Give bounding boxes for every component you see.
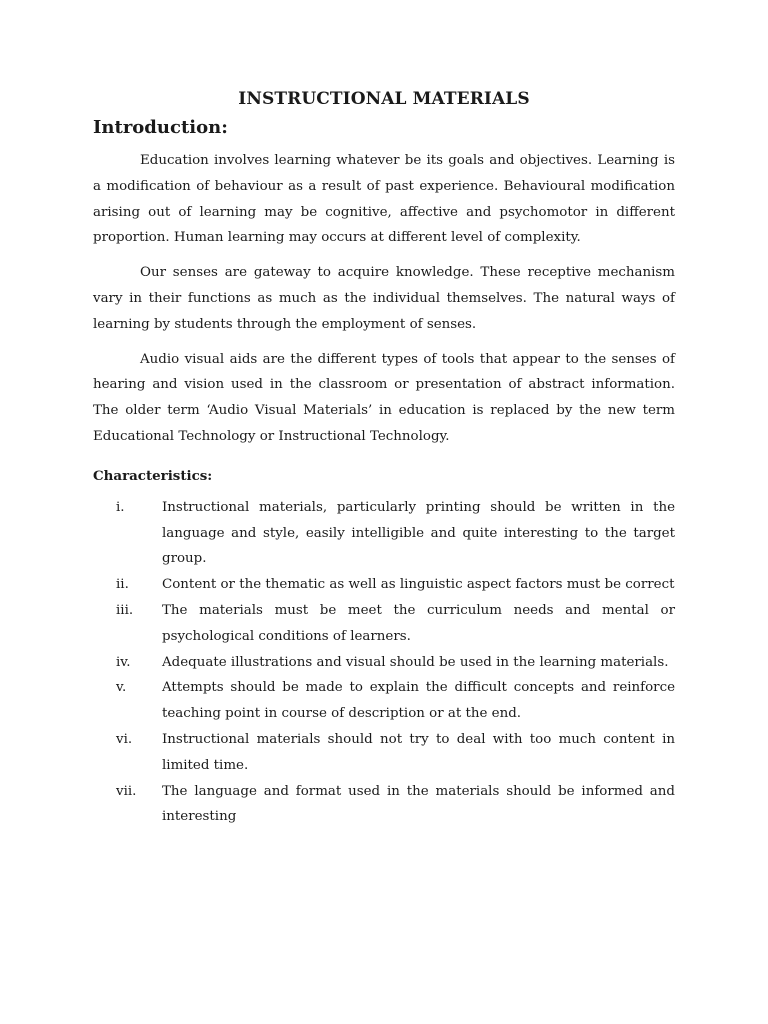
list-item-number: ii.: [116, 577, 129, 593]
list-item-text: Instructional materials should not try to deal with too much content in limited time.: [162, 731, 675, 773]
intro-paragraph-2: Our senses are gateway to acquire knowledge. These receptive mechanism vary in their functions as much as the individual themselves. The natural ways of learning by students through the employment of senses.: [93, 265, 675, 332]
list-item-number: iv.: [116, 654, 131, 670]
characteristics-heading: Characteristics:: [93, 467, 213, 484]
list-item-text: The materials must be meet the curriculum needs and mental or psychological conditions of learners.: [162, 602, 675, 644]
list-item-text: Content or the thematic as well as linguistic aspect factors must be correct: [162, 577, 675, 593]
list-item-number: v.: [116, 680, 127, 696]
intro-paragraph-3: Audio visual aids are the different types of tools that appear to the senses of hearing and vision used in the classroom or presentation of abstract information. The older term ‘Audio Visual Materials’ in education is replaced by the new term Educational Technology or Instructional Technology.: [93, 351, 675, 444]
list-item-text: The language and format used in the materials should be informed and interesting: [162, 783, 675, 825]
list-item: [93, 675, 675, 727]
list-item-number: iii.: [116, 602, 134, 618]
document-title: INSTRUCTIONAL MATERIALS: [238, 89, 530, 109]
list-item: [93, 727, 675, 779]
list-item-number: i.: [116, 499, 125, 515]
list-item-number: vi.: [116, 731, 133, 747]
list-item: [93, 598, 675, 650]
introduction-heading: Introduction:: [93, 117, 228, 138]
list-item-number: vii.: [116, 783, 137, 799]
list-item: [93, 650, 675, 676]
list-item-text: Instructional materials, particularly printing should be written in the language and style, easily intelligible and quite interesting to the target group.: [162, 499, 675, 567]
characteristics-list: [93, 495, 675, 830]
list-item-text: Attempts should be made to explain the difficult concepts and reinforce teaching point in course of description or at the end.: [162, 680, 675, 722]
document-page: [93, 86, 675, 830]
intro-paragraph-1: Education involves learning whatever be its goals and objectives. Learning is a modification of behaviour as a result of past experience. Behavioural modification arising out of learning may be cognitive, affective and psychomotor in different proportion. Human learning may occurs at different level of complexity.: [93, 153, 675, 246]
list-item: [93, 495, 675, 572]
list-item-text: Adequate illustrations and visual should be used in the learning materials.: [162, 654, 669, 670]
list-item: [93, 572, 675, 598]
list-item: [93, 779, 675, 831]
